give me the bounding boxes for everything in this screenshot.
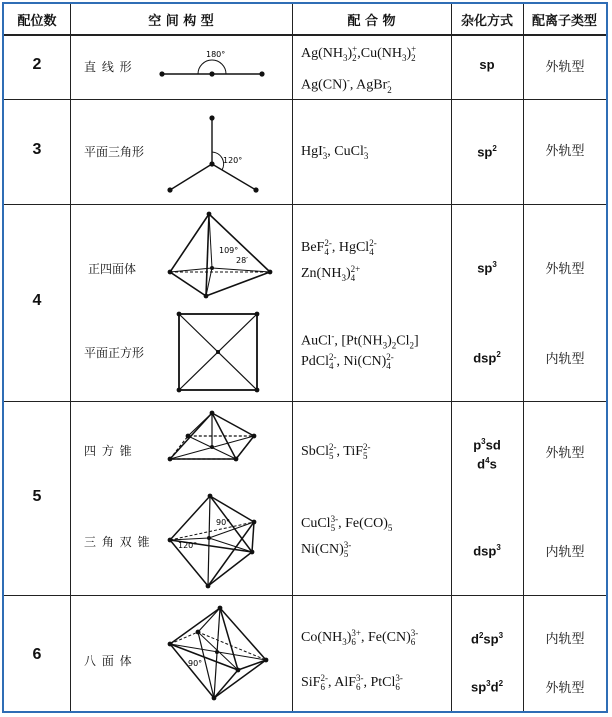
trigonal-bipyramid-diagram [164,492,274,592]
complex-line: $Co(NH_3)$ 3+ 6 , Fe(CN) 3- 6 [301,628,419,647]
octahedral-diagram [162,604,277,704]
geometry-trigonal-planar: 平面三角形 [84,145,145,159]
header-complexes: 配 合 物 [347,13,396,29]
complex-line: CuCl 3- 5 , $Fe(CO)_5$ [301,514,393,533]
ion-type-inner: 内轨型 [545,545,585,560]
complex-line: $Zn(NH_3)$ 2+ 4 [301,264,361,283]
geometry-octahedral: 八 面 体 [84,654,133,668]
header-coordination-number: 配位数 [17,13,57,29]
ion-type-outer: 外轨型 [545,144,585,159]
header-ion-type: 配离子类型 [531,13,597,29]
complex-line: PdCl 2- 4 , Ni(CN) 2- 4 [301,352,394,371]
ion-type-inner: 内轨型 [545,352,585,367]
column-divider [292,4,293,711]
ion-type-outer: 外轨型 [545,60,585,75]
row-divider [4,595,606,596]
coordination-number-5: 5 [32,488,42,505]
column-divider [70,4,71,711]
header-geometry: 空 间 构 型 [148,13,214,29]
bipyramid-axial-angle-label: 90° [216,518,231,527]
complex-line: Ag(CN)-, AgBr - 2 [301,75,392,95]
coordination-number-4: 4 [32,292,42,309]
ion-type-outer: 外轨型 [545,446,585,461]
geometry-square-planar: 平面正方形 [84,346,145,360]
ion-type-inner: 内轨型 [545,632,585,647]
row-divider [4,401,606,402]
hybridization-p3sd: $p^3sd$ [473,437,501,453]
hybridization-sp: sp [479,57,495,72]
hybridization-d2sp3: $d^2sp^3$ [470,631,504,647]
geometry-square-pyramid: 四 方 锥 [84,444,133,458]
complex-line: BeF 2- 4 , HgCl 2- 4 [301,238,377,257]
trigonal-planar-diagram [154,112,274,202]
hybridization-dsp3: dsp$^3$ [473,543,501,559]
octahedral-angle-label: 90° [188,659,203,668]
coordination-number-3: 3 [32,141,42,158]
complex-line: SiF 2- 6 , AlF 3- 6 , PtCl 3- 6 [301,673,403,692]
complex-line: Ni(CN) 3- 5 [301,540,352,559]
tetrahedral-angle-label: 109° [219,246,239,255]
complex-line: AuCl-, $[Pt(NH_3)_2Cl_2]$ [301,331,419,351]
ion-type-outer: 外轨型 [545,681,585,696]
row-divider [4,204,606,205]
bipyramid-equatorial-angle-label: 120° [178,541,198,550]
complex-line: $Ag(NH_3)$ + 2 $,Cu(NH_3)$ + 2 [301,44,417,63]
geometry-trigonal-bipyramid: 三 角 双 锥 [84,535,151,549]
hybridization-dsp2: dsp$^2$ [473,350,501,366]
tetrahedral-diagram [164,210,274,305]
complex-line: HgI - 3 , CuCl - 3 [301,142,369,161]
linear-geometry-diagram [154,44,274,84]
hybridization-d4s: $d^4s$ [477,456,497,472]
hybridization-sp2: $sp^2$ [477,144,497,160]
coordination-number-6: 6 [32,646,42,663]
geometry-linear: 直 线 形 [84,60,133,74]
linear-angle-label: 180° [206,50,226,59]
coordination-number-2: 2 [32,56,42,73]
tetrahedral-angle-minutes: 28′ [236,256,248,265]
trigonal-angle-label: 120° [223,156,243,165]
square-planar-diagram [174,310,264,395]
square-pyramid-diagram [164,409,274,474]
hybridization-sp3d2: $sp^3d^2$ [470,679,504,695]
row-divider [4,99,606,100]
header-divider [4,34,606,36]
geometry-tetrahedral: 正四面体 [88,262,137,276]
header-hybridization: 杂化方式 [460,13,513,29]
hybridization-sp3: $sp^3$ [477,260,497,276]
ion-type-outer: 外轨型 [545,262,585,277]
coordination-table [2,2,608,713]
complex-line: SbCl 2- 5 , TiF 2- 5 [301,442,371,461]
